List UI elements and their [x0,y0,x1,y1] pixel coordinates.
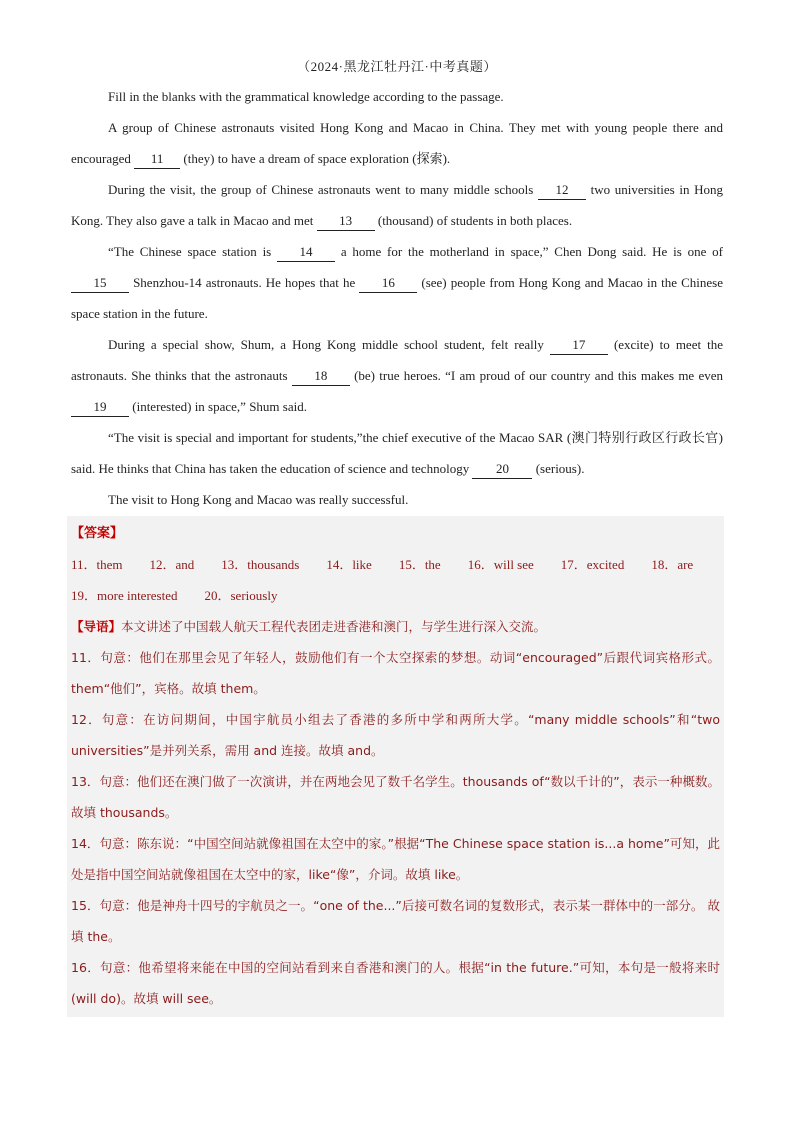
answer-item: 18．are [651,557,694,572]
answer-row-1 [71,549,720,580]
explanation-14: 14．句意：陈东说：“中国空间站就像祖国在太空中的家。”根据“The Chinese space station is...a home”可知，此处是指中国空间站就像祖国在太空中的家，like“像”，介词。故填 like。 [71,836,720,882]
source-label: （2024·黑龙江牡丹江·中考真题） [297,59,497,74]
explanation-13: 13．句意：他们还在澳门做了一次演讲，并在两地会见了数千名学生。thousands of“数以千计的”，表示一种概数。故填 thousands。 [71,774,720,820]
blank-16: 16 [359,274,417,293]
guide-label: 【导语】 [71,619,122,634]
answer-item: 16．will see [467,557,534,572]
answer-item: 14．like [326,557,372,572]
passage [71,81,723,515]
answer-item: 19．more interested [71,588,178,603]
answer-item: 13．thousands [221,557,300,572]
passage-paragraph-4: During a special show, Shum, a Hong Kong middle school student, felt really 17 (excite) to meet the astronauts. She thinks that the astronauts 18 (be) true heroes. “I am proud of our country and this makes me even 19 (interested) in space,” Shum said. [71,329,723,422]
answer-heading: 【答案】 [71,526,124,541]
answer-item: 15．the [398,557,441,572]
passage-paragraph-1: A group of Chinese astronauts visited Hong Kong and Macao in China. They met with young people there and encouraged 11 (they) to have a dream of space exploration (探索). [71,112,723,174]
blank-11: 11 [134,150,180,169]
blank-15: 15 [71,274,129,293]
passage-paragraph-2: During the visit, the group of Chinese astronauts went to many middle schools 12 two universities in Hong Kong. They also gave a talk in Macao and met 13 (thousand) of students in both places. [71,174,723,236]
guide-text: 本文讲述了中国载人航天工程代表团走进香港和澳门，与学生进行深入交流。 [121,619,547,634]
blank-19: 19 [71,398,129,417]
blank-20: 20 [472,460,532,479]
passage-paragraph-6: The visit to Hong Kong and Macao was really successful. [108,492,409,507]
blank-12: 12 [538,181,586,200]
answer-item: 11．them [71,557,123,572]
answer-section [67,516,724,1017]
explanation-11: 11．句意：他们在那里会见了年轻人，鼓励他们有一个太空探索的梦想。动词“encouraged”后跟代词宾格形式。them“他们”，宾格。故填 them。 [71,650,720,696]
explanation-15: 15．句意：他是神舟十四号的宇航员之一。“one of the...”后接可数名词的复数形式，表示某一群体中的一部分。 故填 the。 [71,898,720,944]
answer-row-2 [71,580,720,611]
explanation-16: 16．句意：他希望将来能在中国的空间站看到来自香港和澳门的人。根据“in the future.”可知，本句是一般将来时(will do)。故填 will see。 [71,960,720,1006]
answer-item: 12．and [149,557,195,572]
instruction: Fill in the blanks with the grammatical knowledge according to the passage. [108,89,504,104]
passage-paragraph-5: “The visit is special and important for students,”the chief executive of the Macao SAR (澳门特别行政区行政长官) said. He thinks that China has taken the education of science and technology 20 (serious). [71,422,723,484]
blank-14: 14 [277,243,335,262]
guide-paragraph [71,611,720,642]
explanation-12: 12．句意：在访问期间，中国宇航员小组去了香港的多所中学和两所大学。“many middle schools”和“two universities”是并列关系，需用 and 连接。故填 and。 [71,712,720,758]
blank-13: 13 [317,212,375,231]
blank-17: 17 [550,336,608,355]
answer-item: 20．seriously [204,588,278,603]
answer-item: 17．excited [560,557,625,572]
blank-18: 18 [292,367,350,386]
passage-paragraph-3: “The Chinese space station is 14 a home for the motherland in space,” Chen Dong said. He is one of 15 Shenzhou-14 astronauts. He hopes that he 16 (see) people from Hong Kong and Macao in the Chinese space station in the future. [71,244,723,321]
